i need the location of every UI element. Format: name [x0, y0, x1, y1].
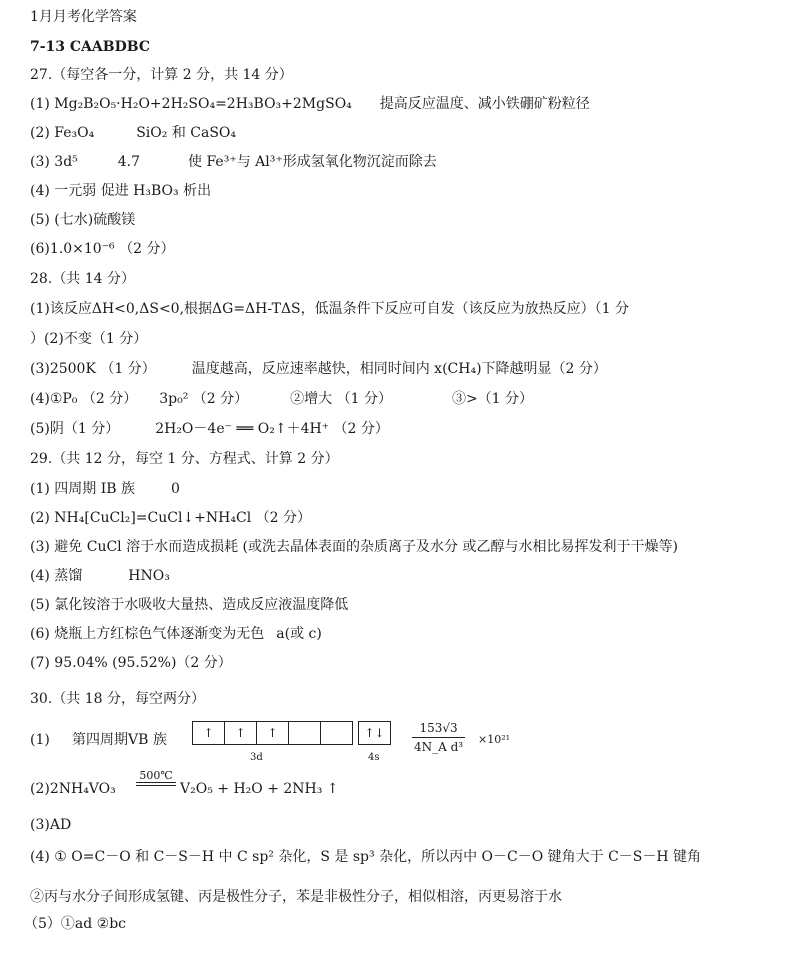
- orbital-3d-label: 3d: [250, 752, 263, 763]
- q30-line-6: （5）①ad ②bc: [24, 916, 127, 932]
- density-numerator: 153√3: [412, 719, 465, 738]
- q27-line-2: [30, 124, 236, 142]
- q27-2-label: (2): [30, 125, 55, 141]
- q28-4-answer-b: 3p₀² （2 分）: [159, 391, 249, 407]
- q29-6-answer-a: (6) 烧瓶上方红棕色气体逐渐变为无色: [30, 626, 265, 642]
- q28-line-1: (1)该反应ΔH<0,ΔS<0,根据ΔG=ΔH-TΔS，低温条件下反应可自发（该反应为放热反应）（1 分: [30, 301, 629, 317]
- q27-line-6: (6)1.0×10⁻⁶ （2 分）: [30, 241, 175, 257]
- q28-4-answer-d: ③>（1 分）: [451, 391, 534, 407]
- q30-line-4: (4) ① O=C－O 和 C－S－H 中 C sp² 杂化，S 是 sp³ 杂化，所以丙中 O－C－O 键角大于 C－S－H 键角: [30, 849, 702, 865]
- orbital-box-4s: [358, 721, 391, 745]
- q29-line-5: (5) 氯化铵溶于水吸收大量热、造成反应液温度降低: [30, 597, 349, 613]
- q28-line-4: [30, 390, 533, 408]
- q29-heading: 29.（共 12 分，每空 1 分、方程式、计算 2 分）: [30, 451, 339, 467]
- density-exponent: ×10²¹: [478, 733, 511, 746]
- q29-line-4: [30, 567, 170, 585]
- q29-line-7: (7) 95.04% (95.52%)（2 分）: [30, 655, 232, 671]
- q28-3-answer-a: (3)2500K （1 分）: [30, 361, 156, 377]
- q30-heading: 30.（共 18 分，每空两分）: [30, 691, 205, 707]
- q28-line-2: ）(2)不变（1 分）: [30, 331, 148, 347]
- q29-4-answer-b: HNO₃: [128, 568, 170, 584]
- density-denominator: 4N_A d³: [414, 740, 464, 754]
- q27-3-answer-b: 4.7: [117, 154, 141, 170]
- q30-line-3: (3)AD: [30, 817, 72, 833]
- q30-1-label: (1): [30, 732, 50, 748]
- q28-5-answer-a: (5)阴（1 分）: [30, 421, 120, 437]
- q27-3-answer-a: 3d⁵: [54, 154, 78, 170]
- orbital-3d-cell-4: [289, 722, 321, 744]
- q27-1-label: (1): [30, 96, 55, 112]
- q27-line-3: [30, 153, 437, 171]
- q28-5-answer-b: 2H₂O－4e⁻ ══ O₂↑＋4H⁺ （2 分）: [155, 421, 389, 437]
- q29-4-answer-a: (4) 蒸馏: [30, 568, 83, 584]
- q30-2-products: V₂O₅ + H₂O + 2NH₃ ↑: [180, 781, 339, 797]
- orbital-4s-cell: ↑↓: [364, 726, 385, 740]
- q30-1-answer-a: 第四周期VB 族: [72, 732, 167, 748]
- q27-1-equation: Mg₂B₂O₅·H₂O+2H₂SO₄=2H₃BO₃+2MgSO₄: [54, 96, 352, 112]
- document-title: 1月月考化学答案: [30, 9, 137, 25]
- q29-1-answer-a: (1) 四周期 IB 族: [30, 481, 135, 497]
- q27-line-4: (4) 一元弱 促进 H₃BO₃ 析出: [30, 183, 212, 199]
- q28-4-answer-a: (4)①P₀ （2 分）: [30, 391, 138, 407]
- q29-line-3: (3) 避免 CuCl 溶于水而造成损耗 (或洗去晶体表面的杂质离子及水分 或乙醇与水相比易挥发利于干燥等): [30, 539, 678, 555]
- q27-3-answer-c: 使 Fe³⁺与 Al³⁺形成氢氧化物沉淀而除去: [188, 154, 437, 170]
- reaction-condition: [136, 770, 176, 786]
- q29-6-answer-b: a(或 c): [276, 626, 322, 642]
- q29-line-6: [30, 625, 322, 643]
- q28-line-3: [30, 360, 607, 378]
- q27-2-answer-a: Fe₃O₄: [54, 125, 95, 141]
- orbital-3d-cell-1: ↑: [193, 722, 225, 744]
- q30-2-reactant: (2)2NH₄VO₃: [30, 781, 116, 797]
- reaction-temperature: 500℃: [139, 769, 173, 782]
- q27-line-5: (5) (七水)硫酸镁: [30, 212, 136, 228]
- q28-heading: 28.（共 14 分）: [30, 271, 135, 287]
- q28-3-answer-b: 温度越高，反应速率越快，相同时间内 x(CH₄)下降越明显（2 分）: [191, 361, 607, 377]
- q27-line-1: [30, 95, 590, 113]
- q28-line-5: [30, 420, 389, 438]
- orbital-box-3d: [192, 721, 353, 745]
- q27-3-label: (3): [30, 154, 55, 170]
- mcq-answers: 7-13 CAABDBC: [30, 39, 150, 55]
- q27-heading: 27.（每空各一分，计算 2 分，共 14 分）: [30, 67, 293, 83]
- orbital-4s-label: 4s: [368, 752, 380, 763]
- q27-1-answer: 提高反应温度、减小铁硼矿粉粒径: [379, 96, 590, 112]
- q29-1-answer-b: 0: [171, 481, 180, 497]
- density-fraction: [412, 719, 465, 756]
- q27-2-answer-b: SiO₂ 和 CaSO₄: [136, 125, 237, 141]
- q28-4-answer-c: ②增大 （1 分）: [290, 391, 392, 407]
- orbital-3d-cell-2: ↑: [225, 722, 257, 744]
- orbital-3d-cell-3: ↑: [257, 722, 289, 744]
- q29-line-2: (2) NH₄[CuCl₂]=CuCl↓+NH₄Cl （2 分）: [30, 510, 311, 526]
- q29-line-1: [30, 480, 180, 498]
- equals-sign-icon: [136, 782, 176, 786]
- orbital-3d-cell-5: [321, 722, 352, 744]
- q30-line-5: ②丙与水分子间形成氢键、丙是极性分子，苯是非极性分子，相似相溶，丙更易溶于水: [30, 889, 562, 905]
